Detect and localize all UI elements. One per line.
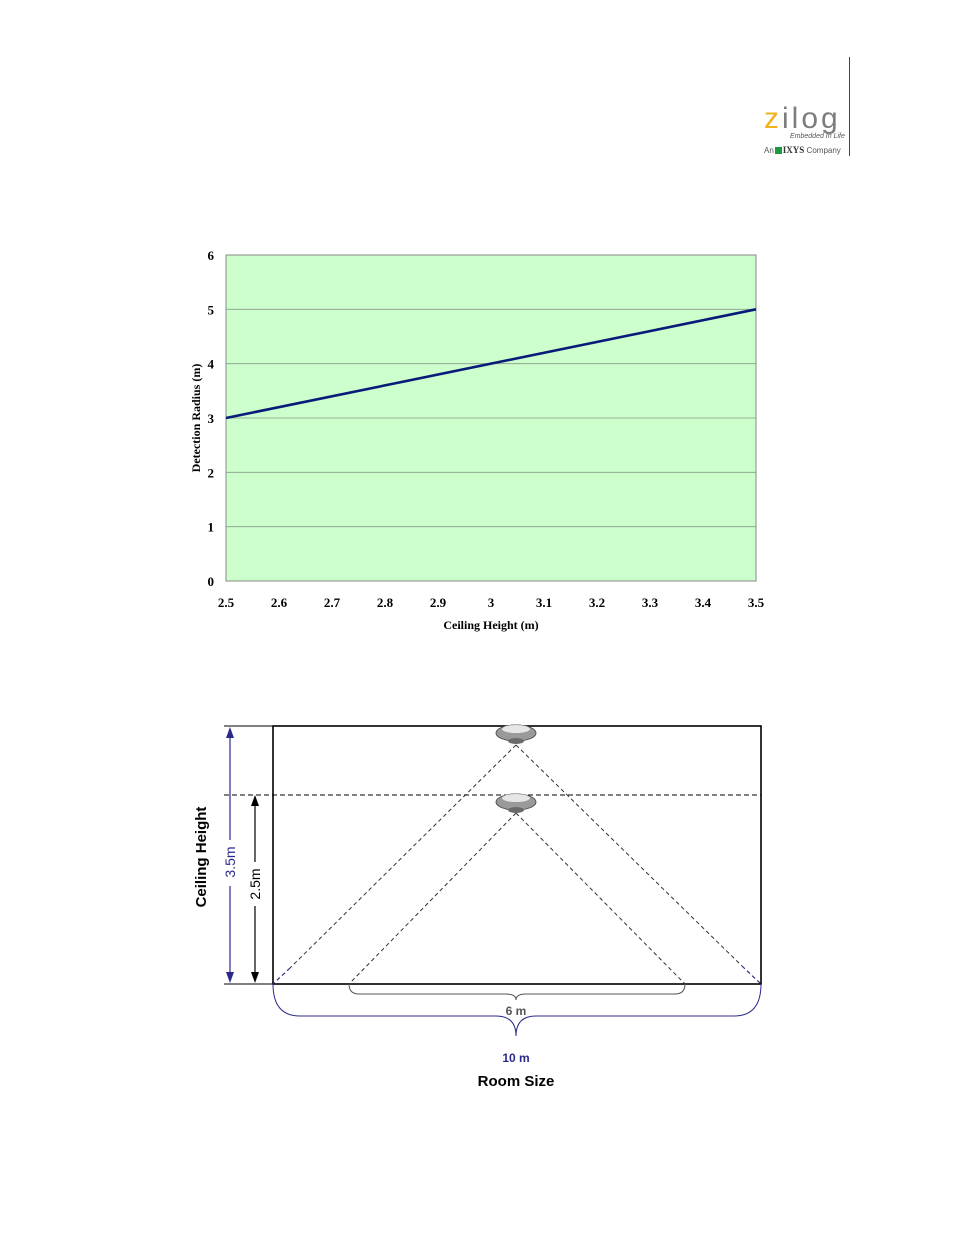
chart-y-tick-label: 3 — [207, 411, 214, 426]
chart-ylabel: Detection Radius (m) — [189, 363, 203, 473]
chart-x-tick-label: 2.9 — [429, 595, 447, 610]
chart-x-tick-label: 3.3 — [641, 595, 659, 610]
chart-xlabel: Ceiling Height (m) — [443, 618, 539, 632]
logo-company-name: IXYS — [782, 145, 805, 155]
chart-x-tick-label: 2.7 — [323, 595, 341, 610]
coverage-cone-small — [349, 813, 685, 984]
chart-x-tick-label: 2.8 — [376, 595, 394, 610]
room-size-label: Room Size — [477, 1073, 555, 1090]
chart-x-tick-label: 3.4 — [694, 595, 712, 610]
logo-company-suffix: Company — [806, 146, 841, 155]
chart-x-tick-label: 2.5 — [217, 595, 235, 610]
coverage-small-label: 6 m — [505, 1004, 527, 1018]
logo-brand: zilog — [764, 102, 841, 135]
chart-x-tick-label: 3 — [487, 595, 495, 610]
chart-y-tick-label: 5 — [207, 302, 214, 318]
chart-y-tick-label: 0 — [207, 574, 214, 589]
ceiling-height-label: Ceiling Height — [193, 806, 210, 908]
coverage-small-brace — [349, 984, 685, 1000]
chart-y-tick-label: 6 — [207, 248, 214, 263]
chart-y-tick-label: 4 — [207, 356, 214, 372]
chart-x-tick-label: 3.5 — [747, 595, 765, 610]
chart-x-tick-label: 3.2 — [588, 595, 606, 610]
logo-tagline: Embedded In Life — [790, 133, 845, 140]
logo-company-prefix: An — [764, 146, 774, 155]
low-ceiling-label: 2.5m — [247, 868, 263, 900]
sensor-high-icon — [496, 725, 536, 744]
high-ceiling-label: 3.5m — [222, 846, 238, 878]
room-outline — [273, 726, 761, 984]
chart-y-tick-label: 1 — [207, 519, 214, 535]
chart-y-tick-label: 2 — [207, 465, 214, 481]
coverage-large-label: 10 m — [502, 1051, 530, 1065]
coverage-cone-large — [273, 745, 761, 984]
sensor-low-icon — [496, 794, 536, 813]
chart-x-tick-label: 3.1 — [535, 595, 553, 610]
chart-x-tick-label: 2.6 — [270, 595, 288, 610]
logo-brand-rest: ilog — [782, 102, 841, 135]
